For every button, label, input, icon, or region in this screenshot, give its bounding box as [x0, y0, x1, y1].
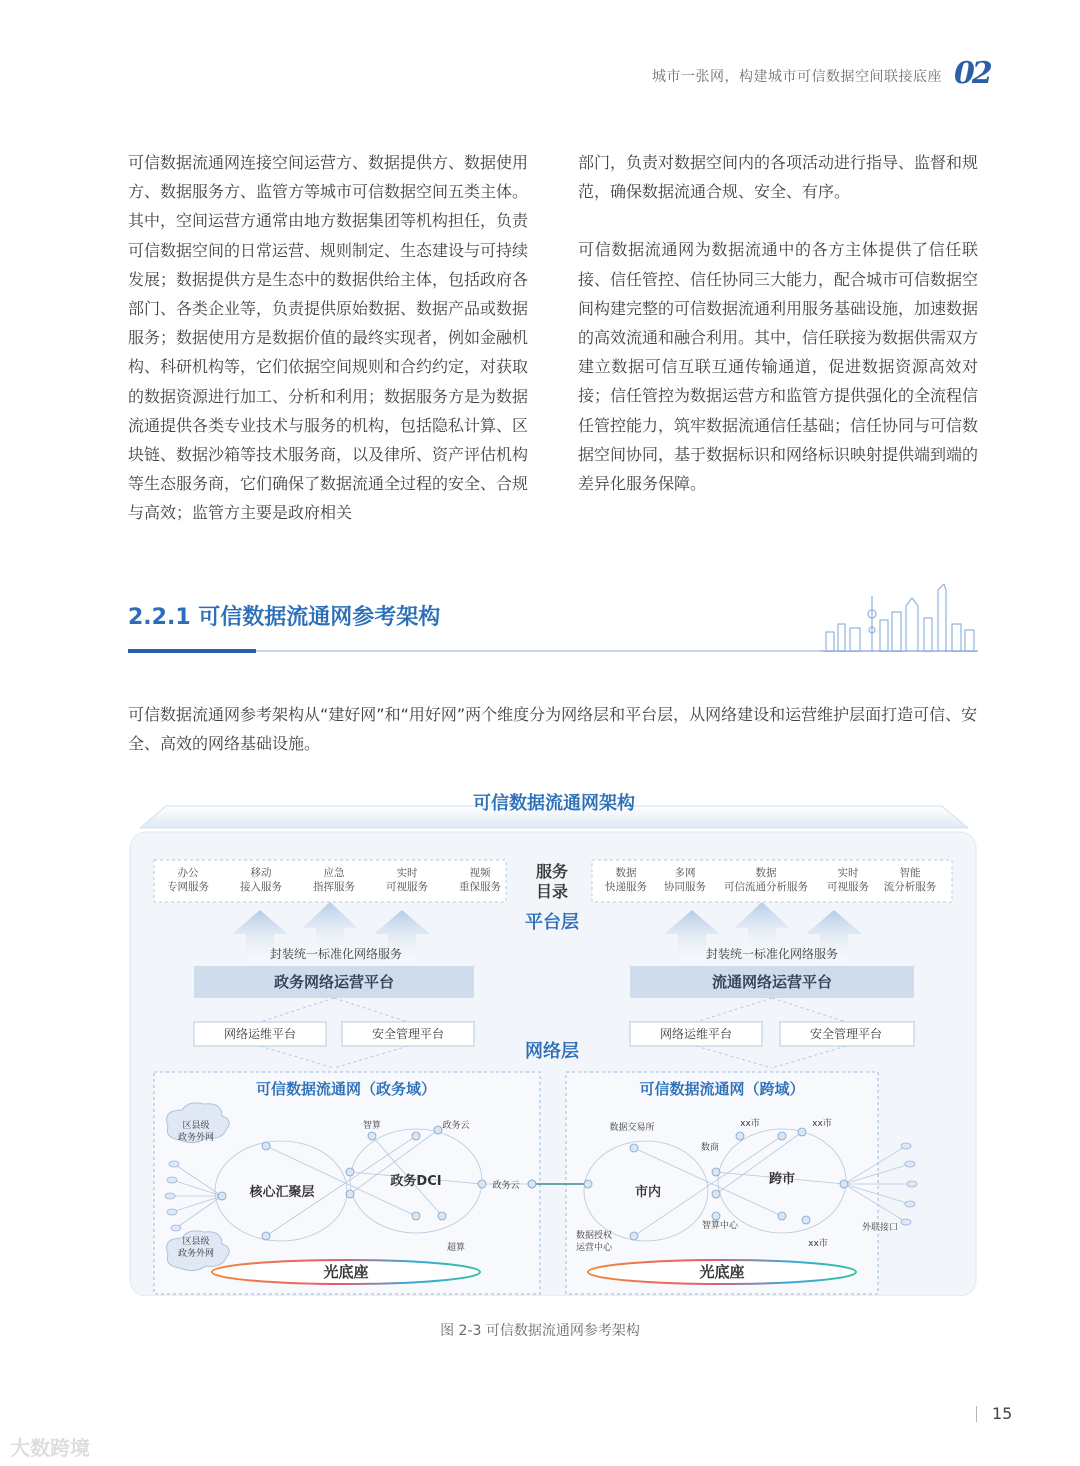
paragraph: 部门，负责对数据空间内的各项活动进行指导、监督和规范，确保数据流通合规、安全、有序。 — [578, 153, 979, 202]
node-label: 超算 — [446, 1243, 466, 1253]
node-label: 运营中心 — [575, 1243, 613, 1253]
cross-domain-title: 可信数据流通网（跨域） — [639, 1080, 805, 1098]
encapsulation-label-left: 封装统一标准化网络服务 — [269, 947, 403, 961]
architecture-diagram — [126, 776, 982, 1296]
encapsulation-label-right: 封装统一标准化网络服务 — [705, 947, 839, 961]
county-network-label: 区县级 — [182, 1121, 210, 1131]
service-item: 快递服务 — [605, 881, 647, 893]
service-item: 可信流通分析服务 — [724, 881, 808, 893]
county-network-label: 政务外网 — [177, 1133, 215, 1143]
network-layer-label: 网络层 — [525, 1041, 579, 1062]
service-item: 实时 — [396, 867, 418, 879]
node-label: 智算 — [362, 1121, 382, 1131]
network-ops-platform: 网络运维平台 — [223, 1027, 297, 1041]
figure-caption: 图 2-3 可信数据流通网参考架构 — [440, 1323, 640, 1339]
page-number-divider — [976, 1406, 977, 1422]
security-mgmt-platform: 安全管理平台 — [371, 1027, 445, 1041]
service-item: 协同服务 — [664, 881, 706, 893]
heading-divider-accent — [128, 649, 256, 653]
service-item: 多网 — [674, 867, 696, 879]
node-label: xx市 — [812, 1119, 832, 1129]
county-network-label: 政务外网 — [177, 1249, 215, 1259]
flow-ops-platform: 流通网络运营平台 — [711, 973, 833, 991]
body-column-left — [128, 148, 528, 528]
cross-city-node: 跨市 — [768, 1172, 796, 1187]
node-label: 数据授权 — [575, 1231, 613, 1241]
city-skyline-illustration — [820, 584, 978, 652]
service-item: 流分析服务 — [883, 881, 937, 893]
running-header: 城市一张网，构建城市可信数据空间联接底座 — [652, 69, 942, 85]
platform-layer-label: 平台层 — [525, 912, 579, 933]
network-ops-platform: 网络运维平台 — [659, 1027, 733, 1041]
service-catalog-label: 目录 — [535, 882, 569, 901]
section-heading: 2.2.1 可信数据流通网参考架构 — [128, 605, 441, 630]
intra-city-node: 市内 — [634, 1185, 662, 1200]
node-label: 政务云 — [492, 1181, 520, 1191]
node-label: 数据交易所 — [609, 1123, 655, 1133]
service-item: 重保服务 — [459, 881, 501, 893]
service-item: 专网服务 — [167, 881, 209, 893]
paragraph: 可信数据流通网为数据流通中的各方主体提供了信任联接、信任管控、信任协同三大能力，配合城市可信数据空间构建完整的可信数据流通利用服务基础设施，加速数据的高效流通和融合利用。其中，信任联接为数据供需双方建立数据可信互联互通传输通道，促进数据资源高效对接；信任管控为数据运营方和监管方提供强化的全流程信任管控能力，筑牢数据流通信任基础；信任协同与可信数据空间协同，基于数据标识和网络标识映射提供端到端的差异化服务保障。 — [578, 240, 979, 494]
node-label: 智算中心 — [701, 1221, 739, 1231]
optical-base-label: 光底座 — [699, 1263, 745, 1281]
gov-dci: 政务DCI — [390, 1174, 442, 1189]
service-item: 应急 — [323, 867, 345, 879]
node-label: 政务云 — [442, 1121, 470, 1131]
service-item: 智能 — [899, 867, 921, 879]
watermark: 大数跨境 — [10, 1436, 90, 1460]
service-item: 可视服务 — [827, 881, 869, 893]
gov-domain-title: 可信数据流通网（政务域） — [255, 1080, 437, 1098]
service-catalog-label: 服务 — [535, 862, 569, 881]
optical-base-label: 光底座 — [323, 1263, 369, 1281]
service-item: 数据 — [615, 867, 637, 879]
node-label: 数商 — [700, 1143, 720, 1153]
service-item: 指挥服务 — [313, 881, 355, 893]
section-intro: 可信数据流通网参考架构从“建好网”和“用好网”两个维度分为网络层和平台层，从网络建设和运营维护层面打造可信、安全、高效的网络基础设施。 — [128, 705, 978, 753]
node-label: 外联接口 — [861, 1223, 899, 1233]
service-item: 实时 — [837, 867, 859, 879]
body-column-right — [578, 148, 978, 498]
service-item: 接入服务 — [240, 881, 282, 893]
service-item: 数据 — [755, 867, 777, 879]
paragraph: 可信数据流通网连接空间运营方、数据提供方、数据使用方、数据服务方、监管方等城市可信数据空间五类主体。其中，空间运营方通常由地方数据集团等机构担任，负责可信数据空间的日常运营、规则制定、生态建设与可持续发展；数据提供方是生态中的数据供给主体，包括政府各部门、各类企业等，负责提供原始数据、数据产品或数据服务；数据使用方是数据价值的最终实现者，例如金融机构、科研机构等，它们依据空间规则和合约约定，对获取的数据资源进行加工、分析和利用；数据服务方是为数据流通提供各类专业技术与服务的机构，包括隐私计算、区块链、数据沙箱等技术服务商，以及律所、资产评估机构等生态服务商，它们确保了数据流通全过程的安全、合规与高效；监管方主要是政府相关 — [128, 153, 529, 523]
service-item: 办公 — [177, 867, 199, 879]
service-item: 移动 — [250, 867, 272, 879]
service-item: 视频 — [469, 867, 491, 879]
security-mgmt-platform: 安全管理平台 — [809, 1027, 883, 1041]
figure-title: 可信数据流通网架构 — [473, 793, 635, 814]
county-network-label: 区县级 — [182, 1237, 210, 1247]
page-number: 15 — [992, 1404, 1013, 1423]
node-label: xx市 — [808, 1239, 828, 1249]
gov-ops-platform: 政务网络运营平台 — [273, 973, 395, 991]
chapter-number: 02 — [954, 56, 990, 91]
node-label: xx市 — [740, 1119, 760, 1129]
service-item: 可视服务 — [386, 881, 428, 893]
core-aggregation-layer: 核心汇聚层 — [249, 1185, 315, 1200]
